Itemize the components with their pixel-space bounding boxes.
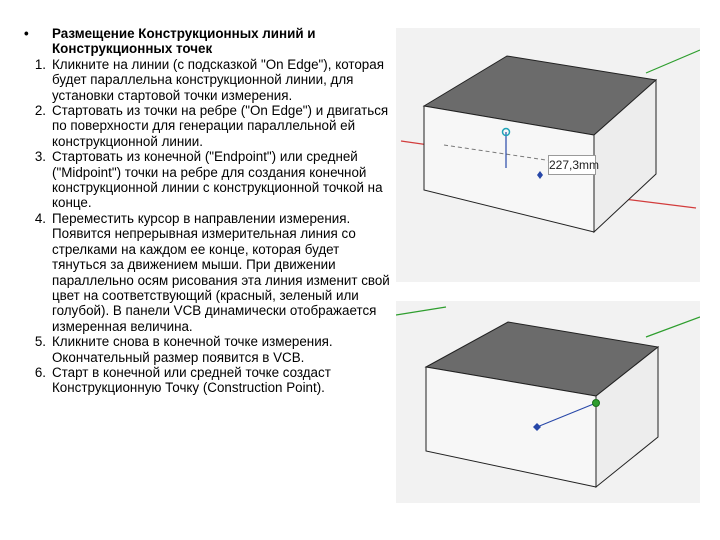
step-text: Стартовать из точки на ребре ("On Edge") и двигаться по поверхности для генерации параллельной ей конструкционной линии. [52,103,389,149]
heading-text: Размещение Конструкционных линий и Конструкционных точек [52,26,316,57]
step-text: Стартовать из конечной ("Endpoint") или средней ("Midpoint") точки на ребре для создания конечной конструкционной линии с конструкционной точкой на конце. [52,149,383,211]
green-axis-line [396,307,446,315]
instructions-text [0,26,392,396]
step-item [0,365,392,396]
figure-bottom-drawing [396,301,700,503]
endpoint-icon [593,400,600,407]
heading-item [0,26,392,57]
green-axis-line [646,50,700,73]
step-item [0,334,392,365]
measurement-label: 227,3mm [548,155,596,175]
step-number: 3. [34,149,46,165]
step-text: Кликните на линии (с подсказкой "On Edge"), которая будет параллельна конструкционной линии, для установки стартовой точки измерения. [52,56,384,103]
step-item [0,149,392,211]
step-item [0,211,392,334]
step-item [0,103,392,149]
step-number: 1. [34,56,46,72]
step-number: 2. [34,103,46,119]
step-text: Старт в конечной или средней точке создаст Конструкционную Точку (Construction Point). [52,364,331,396]
step-item [0,57,392,103]
green-axis-line [646,317,700,337]
step-number: 4. [34,210,46,226]
step-number: 5. [34,334,46,350]
figure-bottom-viewport [396,301,700,503]
step-number: 6. [34,364,46,380]
bullet-marker: • [24,26,29,41]
step-text: Кликните снова в конечной точке измерения. Окончательный размер появится в VCB. [52,334,333,365]
step-text: Переместить курсор в направлении измерения. Появится непрерывная измерительная линия со стрелками на каждом ее конце, которая будет тянуться за движением мыши. При движении параллельно осям рисования эта линия изменит свой цвет на соответствующий (красный, зеленый или голубой). В панели VCB динамически отображается измеренная величина. [52,210,390,334]
